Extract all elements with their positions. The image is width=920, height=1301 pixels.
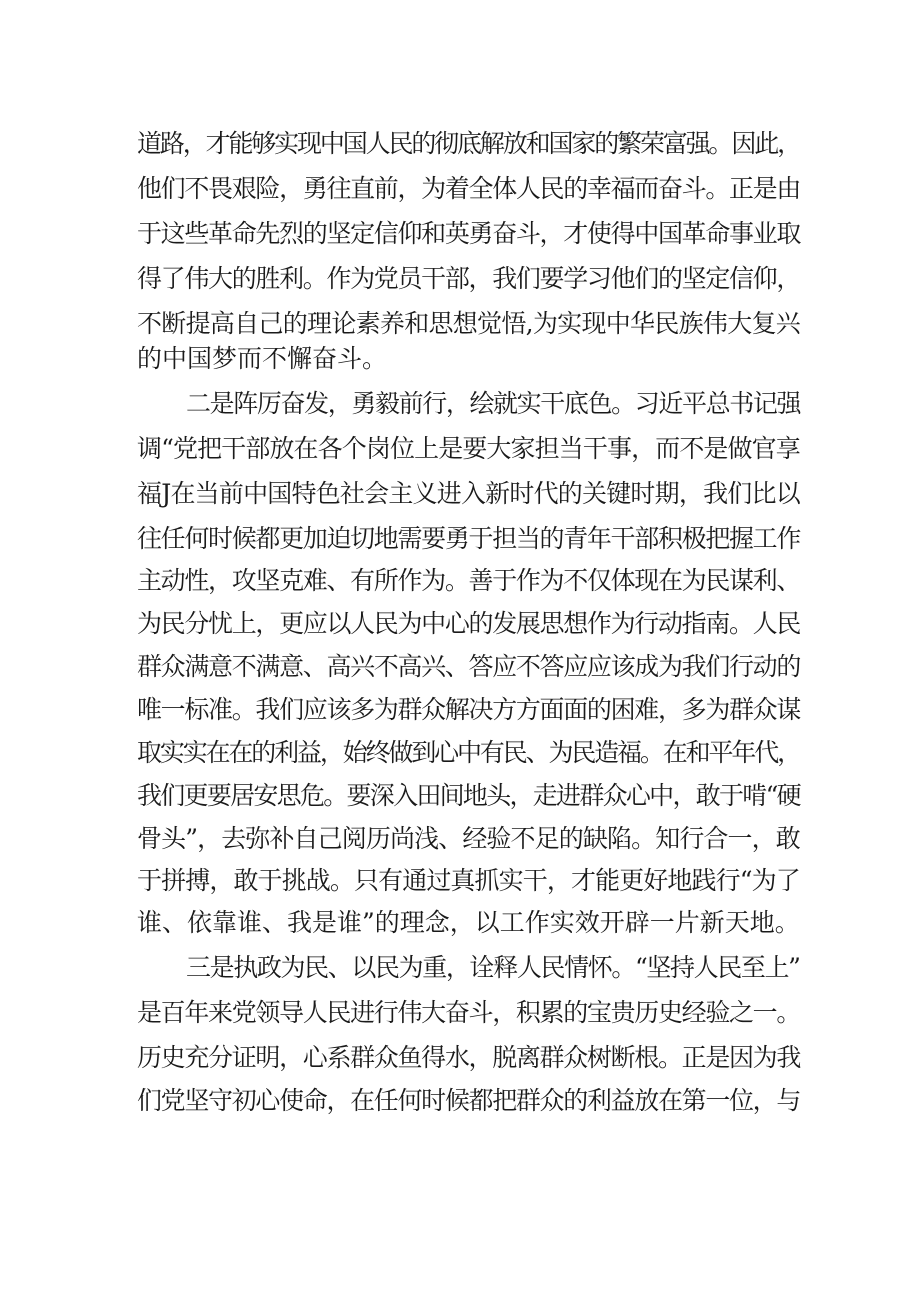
text-line: 的中国梦而不懈奋斗。 [137, 344, 388, 373]
text-line: 们党坚守初心使命，在任何时候都把群众的利益放在第一位，与 [137, 1086, 801, 1115]
text-line: 是百年来党领导人民进行伟大奋斗，积累的宝贵历史经验之一。 [137, 998, 801, 1027]
text-line: 历史充分证明，心系群众鱼得水，脱离群众树断根。正是因为我 [137, 1043, 801, 1072]
text-line: 他们不畏艰险，勇往直前，为着全体人民的幸福而奋斗。正是由 [137, 174, 801, 203]
text-line: 骨头”，去弥补自己阅历尚浅、经验不足的缺陷。知行合一，敢 [137, 824, 800, 853]
paragraph-start-line: 二是阵厉奋发，勇毅前行，绘就实干底色。习近平总书记强 [186, 389, 801, 418]
text-line: 福J在当前中国特色社会主义进入新时代的关键时期，我们比以 [137, 479, 800, 508]
text-line: 于拼搏，敢于挑战。只有通过真抓实干，才能更好地践行“为了 [137, 866, 800, 895]
text-line: 取实实在在的利益，始终做到心中有民、为民造福。在和平年代， [137, 738, 800, 767]
text-line: 谁、依靠谁、我是谁”的理念，以工作实效开辟一片新天地。 [137, 908, 800, 937]
text-line: 道路，才能够实现中国人民的彻底解放和国家的繁荣富强。因此， [137, 129, 800, 158]
text-line: 唯一标准。我们应该多为群众解决方方面面的困难，多为群众谋 [137, 695, 801, 724]
text-line: 群众满意不满意、高兴不高兴、答应不答应应该成为我们行动的 [137, 652, 801, 681]
text-line: 为民分忧上，更应以人民为中心的发展思想作为行动指南。人民 [137, 609, 801, 638]
text-line: 于这些革命先烈的坚定信仰和英勇奋斗，才使得中国革命事业取 [137, 219, 801, 248]
text-line: 得了伟大的胜利。作为党员干部，我们要学习他们的坚定信仰， [137, 264, 801, 293]
text-line: 我们更要居安思危。要深入田间地头，走进群众心中，敢于啃“硬 [137, 781, 800, 810]
text-line: 调“党把干部放在各个岗位上是要大家担当干事，而不是做官享 [137, 434, 800, 463]
text-line: 不断提高自己的理论素养和思想觉悟,为实现中华民族伟大复兴 [137, 309, 801, 338]
paragraph-start-line: 三是执政为民、以民为重，诠释人民情怀。“坚持人民至上” [186, 953, 800, 982]
text-line: 往任何时候都更加迫切地需要勇于担当的青年干部积极把握工作 [137, 524, 801, 553]
text-line: 主动性，攻坚克难、有所作为。善于作为不仅体现在为民谋利、 [137, 566, 801, 595]
